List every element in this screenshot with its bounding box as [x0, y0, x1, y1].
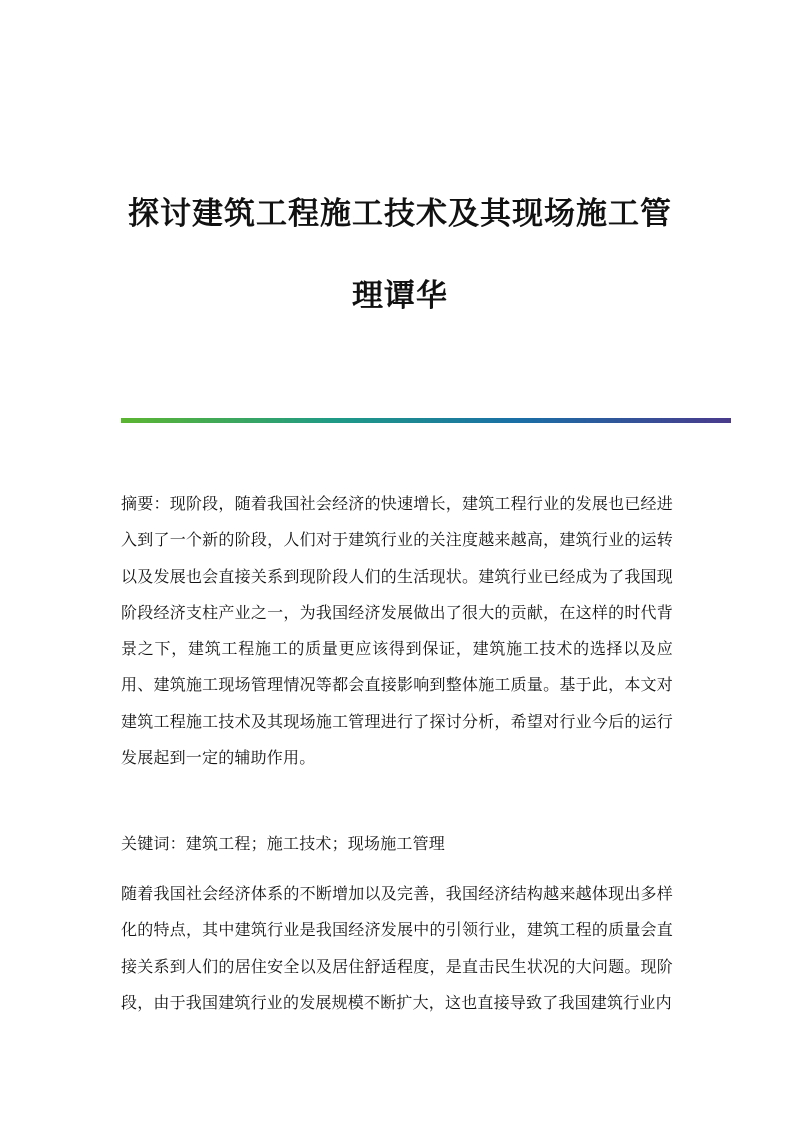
document-title-line-1: 探讨建筑工程施工技术及其现场施工管 [128, 196, 672, 232]
gradient-divider [121, 418, 731, 423]
keywords-line: 关键词：建筑工程；施工技术；现场施工管理 [121, 834, 446, 853]
abstract-paragraph: 摘要：现阶段，随着我国社会经济的快速增长，建筑工程行业的发展也已经进入到了一个新的阶段，人们对于建筑行业的关注度越来越高，建筑行业的运转以及发展也会直接关系到现阶段人们的生活现状。建筑行业已经成为了我国现阶段经济支柱产业之一，为我国经济发展做出了很大的贡献，在这样的时代背景之下，建筑工程施工的质量更应该得到保证，建筑施工技术的选择以及应用、建筑施工现场管理情况等都会直接影响到整体施工质量。基于此，本文对建筑工程施工技术及其现场施工管理进行了探讨分析，希望对行业今后的运行发展起到一定的辅助作用。 [121, 494, 673, 768]
body-paragraph: 随着我国社会经济体系的不断增加以及完善，我国经济结构越来越体现出多样化的特点，其中建筑行业是我国经济发展中的引领行业，建筑工程的质量会直接关系到人们的居住安全以及居住舒适程度，是直击民生状况的大问题。现阶段，由于我国建筑行业的发展规模不断扩大，这也直接导致了我国建筑行业内 [121, 884, 673, 1012]
document-title-line-2: 理谭华 [352, 278, 448, 314]
